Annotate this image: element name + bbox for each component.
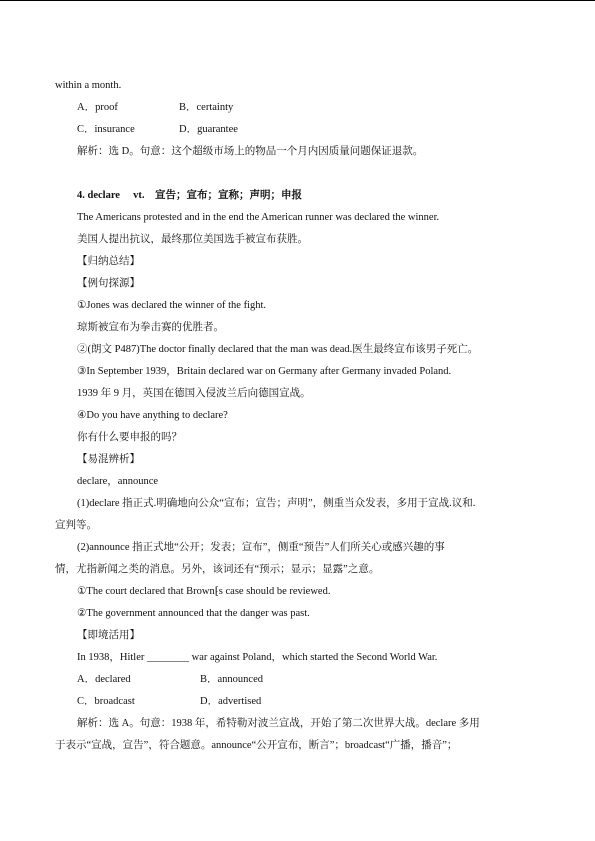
subheading: 【即境活用】 <box>77 630 140 641</box>
option-c: C．broadcast <box>77 696 135 707</box>
text-line: within a month. <box>55 80 122 91</box>
answer-explanation: 解析：选 A。句意：1938 年，希特勒对波兰宣战，开始了第二次世界大战。declare 多用 <box>77 718 480 729</box>
option-d: D．advertised <box>200 696 262 707</box>
example-sentence: ①The court declared that Brown⁅s case should be reviewed. <box>77 586 331 597</box>
text-line: 情，尤指新闻之类的消息。另外，该词还有“预示；显示；显露”之意。 <box>55 564 380 575</box>
text-line: 宣判等。 <box>55 520 97 531</box>
option-row <box>77 673 497 687</box>
text-line: 美国人提出抗议，最终那位美国选手被宣布获胜。 <box>77 234 308 245</box>
section-heading: 4. declare vt. 宣告；宣布；宣称；声明；申报 <box>77 190 302 201</box>
example-sentence: ④Do you have anything to declare? <box>77 410 228 421</box>
example-translation: 你有什么要申报的吗？ <box>77 432 182 443</box>
text-line: declare，announce <box>77 476 159 487</box>
option-row <box>77 101 497 115</box>
example-sentence: ②(朗文 P487)The doctor finally declared that the man was dead.医生最终宣布该男子死亡。 <box>77 344 479 355</box>
answer-explanation: 于表示“宣战，宣告”，符合题意。announce“公开宣布，断言”；broadcast“广播，播音”； <box>55 740 458 751</box>
option-b: B．announced <box>200 674 263 685</box>
subheading: 【归纳总结】 <box>77 256 140 267</box>
text-line: (2)announce 指正式地“公开；发表；宣布”，侧重“预告”人们所关心或感兴趣的事 <box>77 542 445 553</box>
question-stem: In 1938，Hitler ________ war against Poland，which started the Second World War. <box>77 652 438 663</box>
option-b: B．certainty <box>179 102 234 113</box>
answer-explanation: 解析：选 D。句意：这个超级市场上的物品一个月内因质量问题保证退款。 <box>77 146 424 157</box>
option-a: A．proof <box>77 102 118 113</box>
example-sentence: ③In September 1939，Britain declared war on Germany after Germany invaded Poland. <box>77 366 452 377</box>
example-translation: 1939 年 9 月，英国在德国入侵波兰后向德国宣战。 <box>77 388 311 399</box>
example-sentence: ①Jones was declared the winner of the fight. <box>77 300 267 311</box>
example-sentence: ②The government announced that the danger was past. <box>77 608 310 619</box>
option-row <box>77 695 497 709</box>
text-line: The Americans protested and in the end the American runner was declared the winner. <box>77 212 440 223</box>
subheading: 【例句探源】 <box>77 278 140 289</box>
text-line: (1)declare 指正式.明确地向公众“宣布；宣告；声明”，侧重当众发表，多用于宣战.议和. <box>77 498 476 509</box>
option-d: D．guarantee <box>179 124 238 135</box>
example-translation: 琼斯被宣布为拳击赛的优胜者。 <box>77 322 224 333</box>
option-row <box>77 123 497 137</box>
option-a: A．declared <box>77 674 131 685</box>
option-c: C．insurance <box>77 124 135 135</box>
subheading: 【易混辨析】 <box>77 454 140 465</box>
